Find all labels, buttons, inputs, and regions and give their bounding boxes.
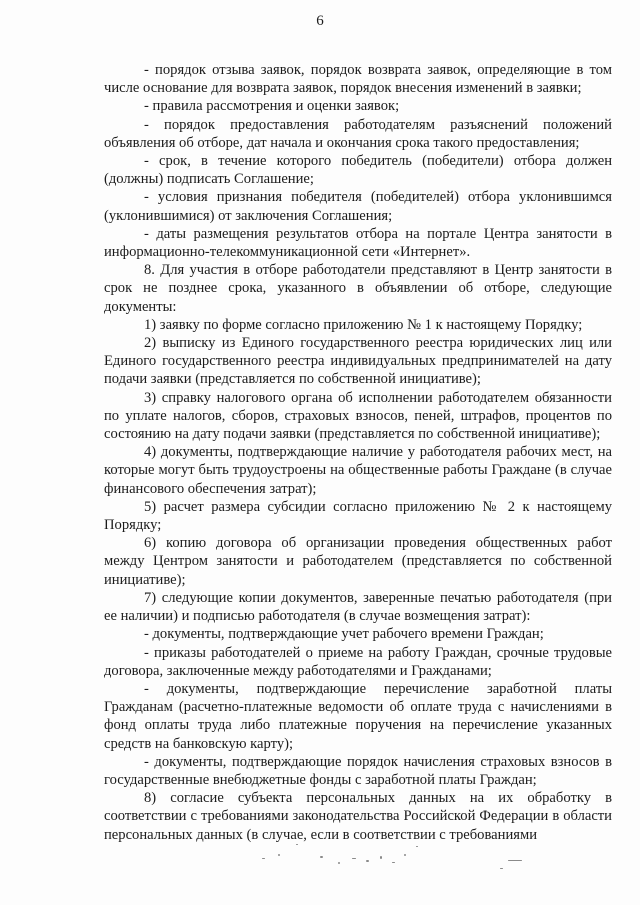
paragraph-doc-8: 8) согласие субъекта персональных данных на их обработку в соответствии с требованиями законодательства Российской Федерации в области персональных данных (в случае, если в соответствии с требованиями [104, 790, 612, 843]
paragraph-doc-7-hiring-orders: - приказы работодателей о приеме на работу Граждан, срочные трудовые договора, заключенные между работодателями и Гражданами; [104, 644, 612, 679]
paragraph-clarifications: - порядок предоставления работодателям разъяснений положений объявления об отборе, дат начала и окончания срока такого предоставления; [104, 116, 612, 151]
paragraph-signing-deadline: - срок, в течение которого победитель (победители) отбора должен (должны) подписать Соглашение; [104, 153, 612, 188]
paragraph-doc-6: 6) копию договора об организации проведения общественных работ между Центром занятости и работодателем (представляется по собственной инициативе); [104, 535, 612, 588]
paragraph-item-8-intro: 8. Для участия в отборе работодатели представляют в Центр занятости в срок не позднее срока, указанного в объявлении об отборе, следующие документы: [104, 262, 612, 315]
paragraph-doc-7-salary-transfer: - документы, подтверждающие перечисление заработной платы Гражданам (расчетно-платежные ведомости об оплате труда с начислениями в фонд оплаты труда либо платежные поручения на перечисление указанных средств на банковскую карту); [104, 680, 612, 752]
paragraph-doc-7-insurance: - документы, подтверждающие порядок начисления страховых взносов в государственные внебюджетные фонды с заработной платы Граждан; [104, 753, 612, 788]
paragraph-doc-5: 5) расчет размера субсидии согласно приложению № 2 к настоящему Порядку; [104, 498, 612, 534]
paragraph-evasion-conditions: - условия признания победителя (победителей) отбора уклонившимся (уклонившимися) от заключения Соглашения; [104, 189, 612, 224]
paragraph-review-rules: - правила рассмотрения и оценки заявок; [144, 98, 400, 115]
paragraph-doc-1: 1) заявку по форме согласно приложению № 1 к настоящему Порядку; [144, 316, 583, 333]
paragraph-doc-7: 7) следующие копии документов, заверенные печатью работодателя (при ее наличии) и подписью работодателя (в случае возмещения затрат): [104, 589, 612, 625]
scan-artifacts [0, 840, 640, 890]
paragraph-results-dates: - даты размещения результатов отбора на портале Центра занятости в информационно-телекоммуникационной сети «Интернет». [104, 225, 612, 261]
paragraph-doc-3: 3) справку налогового органа об исполнении работодателем обязанности по уплате налогов, сборов, страховых взносов, пеней, штрафов, процентов по состоянию на дату подачи заявки (представляется по собственной инициативе); [104, 389, 612, 443]
page-number: 6 [316, 13, 324, 29]
paragraph-doc-7-time-records: - документы, подтверждающие учет рабочего времени Граждан; [144, 626, 544, 643]
document-body [104, 61, 612, 844]
paragraph-doc-2: 2) выписку из Единого государственного реестра юридических лиц или Единого государственного реестра индивидуальных предпринимателей на дату подачи заявки (представляется по собственной инициативе); [104, 335, 612, 388]
paragraph-doc-4: 4) документы, подтверждающие наличие у работодателя рабочих мест, на которые могут быть трудоустроены на общественные работы Граждане (в случае финансового обеспечения затрат); [104, 444, 612, 497]
paragraph-bid-withdrawal: - порядок отзыва заявок, порядок возврата заявок, определяющие в том числе основание для возврата заявок, порядок внесения изменений в заявки; [104, 62, 612, 97]
